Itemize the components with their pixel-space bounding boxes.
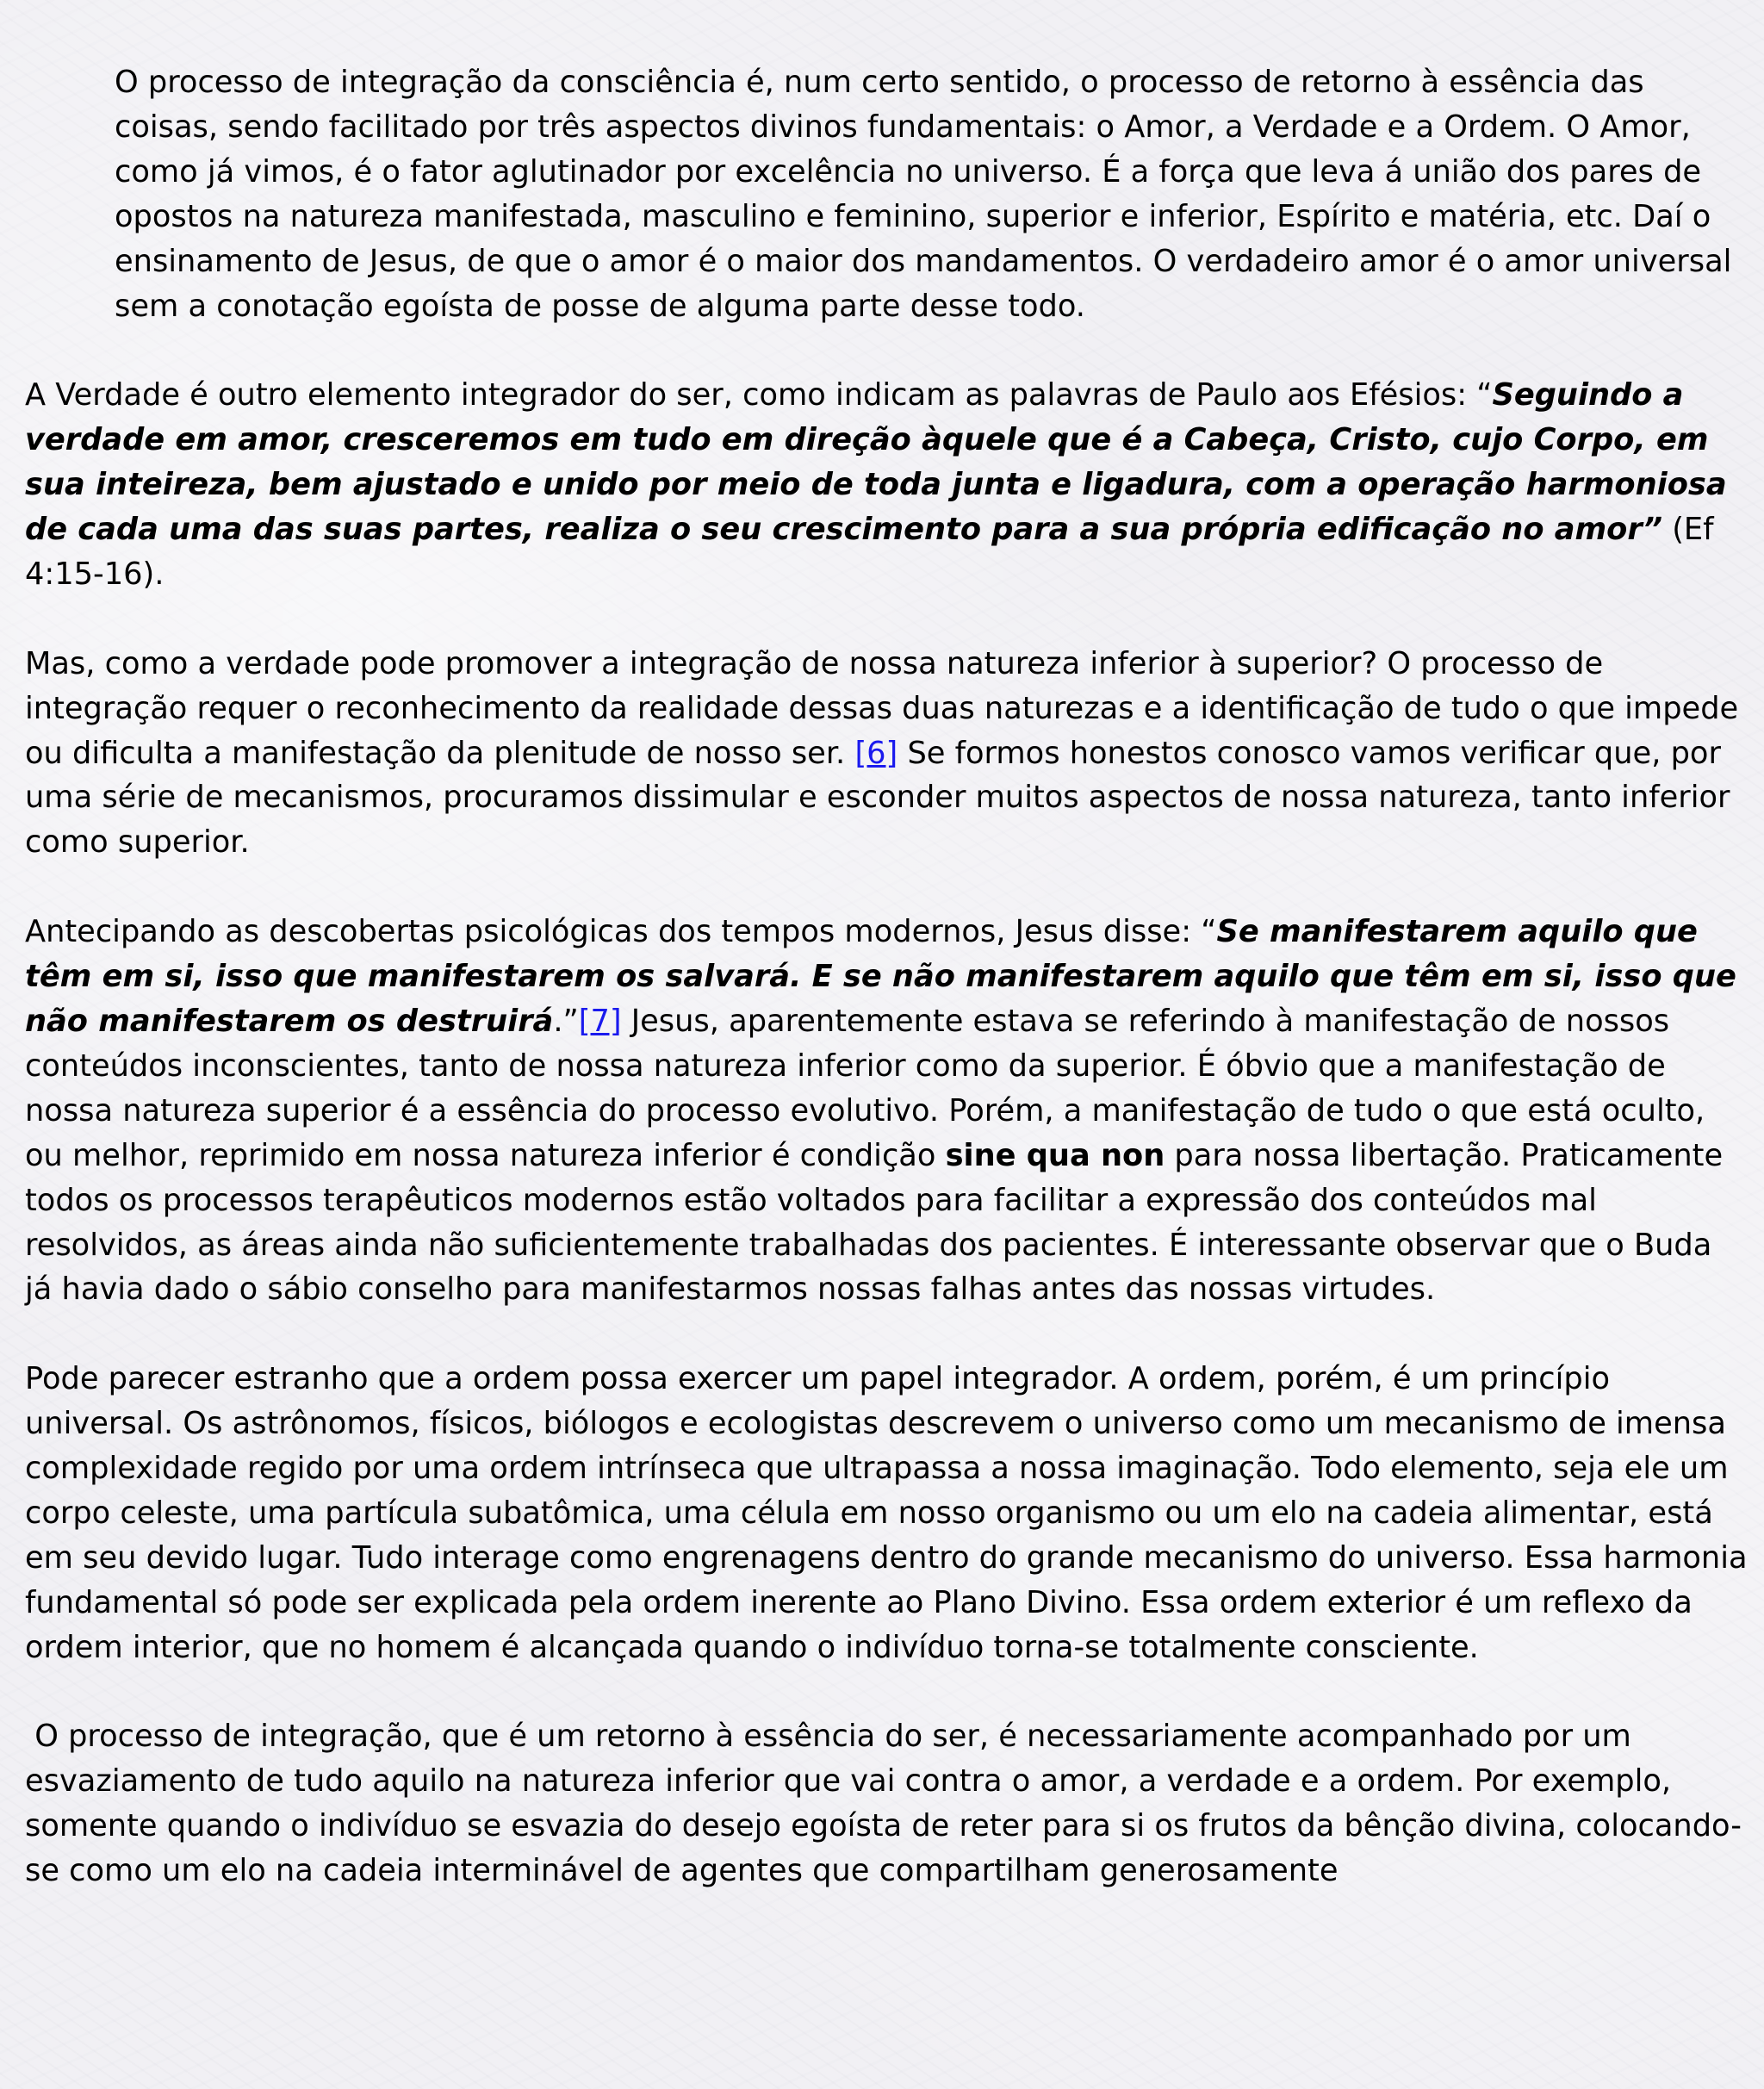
sine-qua-non-emphasis: sine qua non [945,1137,1165,1173]
paragraph-order [25,1357,1757,1669]
paragraph-spacer [25,865,1748,910]
document-body [25,60,1757,1893]
paragraph-text: Jesus, aparentemente estava se referindo à manifestação de nossos conteúdos inconscientes, tanto de nossa natureza inferior como da superior. É óbvio que a manifestação de nossa natureza superior é a essência do processo evolutivo. Porém, a manifestação de tudo o que está oculto, ou melhor, reprimido em nossa natureza inferior é condição [25,1003,1715,1173]
paragraph-text: O processo de integração da consciência é, num certo sentido, o processo de retorno à essência das coisas, sendo facilitado por três aspectos divinos fundamentais: o Amor, a Verdade e a Ordem. O Amor, como já vimos, é o fator aglutinador por excelência no universo. É a força que leva á união dos pares de opostos na natureza manifestada, masculino e feminino, superior e inferior, Espírito e matéria, etc. Daí o ensinamento de Jesus, de que o amor é o maior dos mandamentos. O verdadeiro amor é o amor universal sem a conotação egoísta de posse de alguma parte desse todo. [115,65,1742,324]
scripture-reference: (Ef 4:15-16). [25,512,1724,592]
paragraph-emptying [25,1714,1748,1893]
paragraph-intro-text: A Verdade é outro elemento integrador do ser, como indicam as palavras de Paulo aos Efésios: “ [25,377,1493,413]
paragraph-text: Pode parecer estranho que a ordem possa exercer um papel integrador. A ordem, porém, é um princípio universal. Os astrônomos, físicos, biólogos e ecologistas descrevem o universo como um mecanismo de imensa complexidade regido por uma ordem intrínseca que ultrapassa a nossa imaginação. Todo elemento, seja ele um corpo celeste, uma partícula subatômica, uma célula em nosso organismo ou um elo na cadeia alimentar, está em seu devido lugar. Tudo interage como engrenagens dentro do grande mecanismo do universo. Essa harmonia fundamental só pode ser explicada pela ordem inerente ao Plano Divino. Essa ordem exterior é um reflexo da ordem interior, que no homem é alcançada quando o indivíduo torna-se totalmente consciente. [25,1361,1757,1665]
ephesians-quote: Seguindo a verdade em amor, cresceremos em tudo em direção àquele que é a Cabeça, Cristo, cujo Corpo, em sua inteireza, bem ajustado e unido por meio de toda junta e ligadura, com a operação harmoniosa de cada uma das suas partes, realiza o seu crescimento para a sua própria edificação no amor” [25,377,1737,548]
paragraph-spacer [25,597,1748,642]
paragraph-truth-integration [25,642,1748,866]
footnote-link-6[interactable]: [6] [854,735,898,771]
paragraph-truth [25,373,1748,597]
paragraph-text: para nossa libertação. Praticamente todos os processos terapêuticos modernos estão voltados para facilitar a expressão dos conteúdos mal resolvidos, as áreas ainda não suficientemente trabalhadas dos pacientes. É interessante observar que o Buda já havia dado o sábio conselho para manifestarmos nossas falhas antes das nossas virtudes. [25,1137,1733,1308]
paragraph-text: Mas, como a verdade pode promover a integração de nossa natureza inferior à superior? O processo de integração requer o reconhecimento da realidade dessas duas naturezas e a identificação de tudo o que impede ou dificulta a manifestação da plenitude de nosso ser. [25,645,1748,771]
quote-close: .” [553,1003,579,1039]
paragraph-text: Se formos honestos conosco vamos verificar que, por uma série de mecanismos, procuramos dissimular e esconder muitos aspectos de nossa natureza, tanto inferior como superior. [25,735,1740,861]
paragraph-spacer [25,1670,1748,1715]
paragraph-text: O processo de integração, que é um retorno à essência do ser, é necessariamente acompanhado por um esvaziamento de tudo aquilo na natureza inferior que vai contra o amor, a verdade e a ordem. Por exemplo, somente quando o indivíduo se esvazia do desejo egoísta de reter para si os frutos da bênção divina, colocando-se como um elo na cadeia interminável de agentes que compartilham generosamente [25,1719,1742,1889]
paragraph-spacer [25,328,1748,373]
paragraph-intro-text: Antecipando as descobertas psicológicas dos tempos modernos, Jesus disse: “ [25,914,1217,950]
paragraph-integration-intro [25,60,1748,328]
jesus-quote: Se manifestarem aquilo que têm em si, isso que manifestarem os salvará. E se não manifestarem aquilo que têm em si, isso que não manifestarem os destruirá [25,914,1748,1039]
paragraph-spacer [25,1312,1748,1357]
paragraph-manifestation [25,910,1748,1312]
footnote-link-7[interactable]: [7] [578,1003,622,1039]
